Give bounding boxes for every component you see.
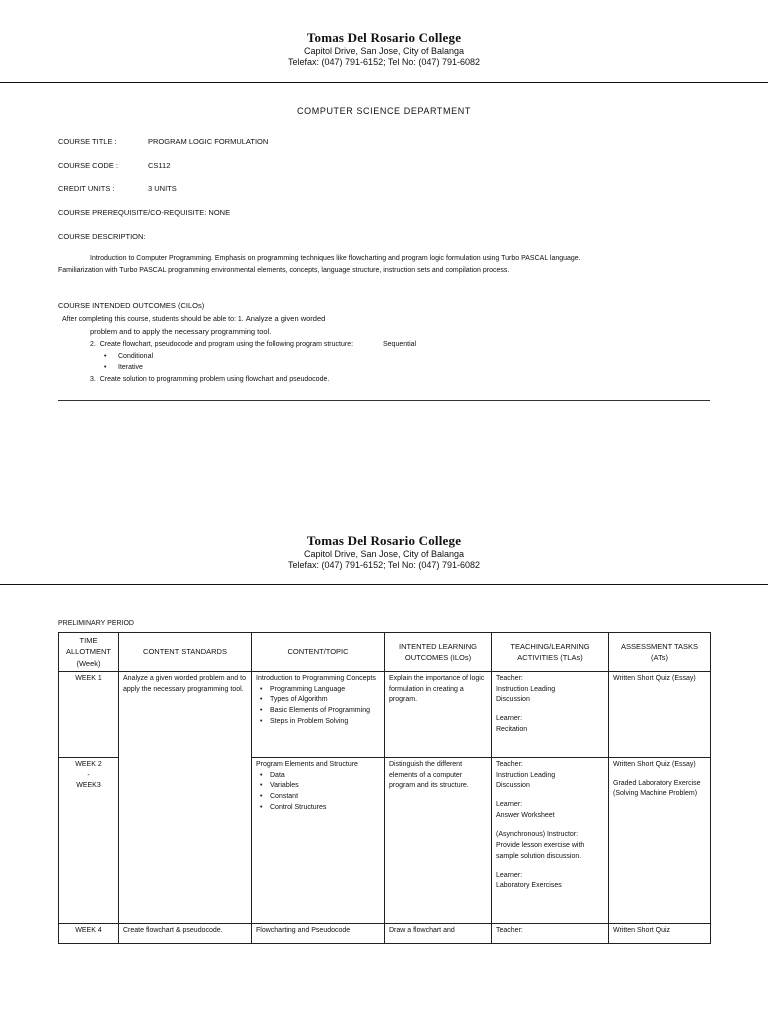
tla-spacer [496, 822, 604, 830]
header-divider-page2 [0, 584, 768, 585]
header-time-c: (Week) [76, 658, 101, 668]
tla-line: Learner: [496, 871, 523, 879]
row1-topic [252, 671, 385, 757]
college-contact: Telefax: (047) 791-6152; Tel No: (047) 791-6082 [288, 57, 480, 67]
department-title: COMPUTER SCIENCE DEPARTMENT [297, 106, 471, 116]
list-item: • Constant [270, 792, 380, 803]
college-name: Tomas Del Rosario College [306, 30, 462, 45]
tla-line: Teacher: [496, 760, 523, 768]
college-address-page2: Capitol Drive, San Jose, City of Balanga [303, 549, 465, 559]
row1-at: Written Short Quiz (Essay) [609, 671, 711, 757]
cilo-item3-text: Create solution to programming problem using flowchart and pseudocode. [99, 376, 330, 383]
cilo-item2 [90, 341, 416, 348]
row1-topic-title: Introduction to Programming Concepts [256, 674, 376, 682]
row2-topic-list [256, 771, 380, 814]
row3-at: Written Short Quiz [609, 923, 711, 943]
header-divider [0, 82, 768, 83]
row3-topic: Flowcharting and Pseudocode [252, 923, 385, 943]
table-row [59, 923, 711, 943]
list-item: • Programming Language [270, 685, 380, 696]
tla-line: Recitation [496, 726, 528, 734]
cilo-item3 [90, 376, 329, 383]
tla-line: (Asynchronous) Instructor: [496, 830, 579, 838]
cilo-bullet-conditional: • Conditional [118, 353, 153, 360]
tla-line: Instruction Leading [496, 771, 556, 779]
credit-units-label: CREDIT UNITS : [58, 184, 115, 193]
row3-tla: Teacher: [492, 923, 609, 943]
cilo-item1-text-a: Analyze a given worded [245, 314, 326, 323]
row2-at [609, 757, 711, 923]
tla-line: Instruction Leading [496, 685, 556, 693]
tla-spacer [496, 863, 604, 871]
row3-week: WEEK 4 [59, 923, 119, 943]
tla-line: Answer Worksheet [496, 812, 555, 820]
header-content-topic: CONTENT/TOPIC [252, 633, 385, 672]
row2-week-c: WEEK3 [76, 782, 101, 790]
tla-line: Discussion [496, 696, 530, 704]
course-title-label: COURSE TITLE : [58, 137, 117, 146]
list-item: • Data [270, 771, 380, 782]
header-time-allotment [59, 633, 119, 672]
header-ilo-b: OUTCOMES (ILOs) [404, 652, 472, 662]
syllabus-table [58, 632, 711, 944]
cilo-item1-text-b: problem and to apply the necessary programming tool. [90, 327, 272, 336]
row1-topic-list [256, 685, 380, 728]
row2-week-b: - [87, 771, 90, 779]
cilo-bullet-iterative: • Iterative [118, 364, 143, 371]
list-item: • Types of Algorithm [270, 695, 380, 706]
table-header-row [59, 633, 711, 672]
row2-week [59, 757, 119, 923]
college-name-page2: Tomas Del Rosario College [306, 533, 462, 548]
header-at-a: ASSESSMENT TASKS [620, 641, 699, 651]
tla-line: Discussion [496, 782, 530, 790]
tla-spacer [496, 792, 604, 800]
row1-ilo: Explain the importance of logic formulation in creating a program. [385, 671, 492, 757]
row1-standard: Analyze a given worded problem and to apply the necessary programming tool. [119, 671, 252, 923]
row3-standard: Create flowchart & pseudocode. [119, 923, 252, 943]
tla-spacer [496, 706, 604, 714]
header-time-a: TIME [79, 636, 98, 645]
list-item: • Steps in Problem Solving [270, 717, 380, 728]
header-tla-b: ACTIVITIES (TLAs) [517, 652, 583, 662]
tla-line: Learner: [496, 801, 523, 809]
cilo-item2-text: Create flowchart, pseudocode and program using the following program structure: [99, 341, 354, 348]
row2-at-b: Graded Laboratory Exercise (Solving Machine Problem) [613, 779, 701, 798]
cilo-item1-number: 1. [237, 316, 244, 323]
table-row [59, 671, 711, 757]
list-item: • Variables [270, 781, 380, 792]
list-item: • Control Structures [270, 803, 380, 814]
tla-line: Provide lesson exercise with sample solution discussion. [496, 841, 585, 860]
row2-tla [492, 757, 609, 923]
cilo-item2-sequential: Sequential [383, 341, 417, 348]
cilo-heading: COURSE INTENDED OUTCOMES (CILOs) [58, 301, 205, 310]
tla-line: Laboratory Exercises [496, 882, 562, 890]
course-code-value: CS112 [148, 161, 171, 170]
row2-ilo: Distinguish the different elements of a computer program and its structure. [385, 757, 492, 923]
header-tla-a: TEACHING/LEARNING [510, 641, 590, 651]
course-description-label: COURSE DESCRIPTION: [58, 232, 146, 241]
course-code-label: COURSE CODE : [58, 161, 119, 170]
row2-topic [252, 757, 385, 923]
list-item: • Basic Elements of Programming [270, 706, 380, 717]
header-time-b: ALLOTMENT [65, 647, 111, 657]
cilo-item2-number: 2. [90, 341, 96, 348]
header-ilos [385, 633, 492, 672]
row2-at-a: Written Short Quiz (Essay) [613, 760, 696, 768]
header-ilo-a: INTENTED LEARNING [399, 641, 477, 651]
at-spacer [613, 771, 706, 779]
tla-line: Learner: [496, 715, 523, 723]
header-at-b: (ATs) [651, 652, 668, 662]
row1-tla [492, 671, 609, 757]
section-divider [58, 400, 710, 401]
row1-week: WEEK 1 [59, 671, 119, 757]
tla-line: Teacher: [496, 674, 523, 682]
course-description-line1: Introduction to Computer Programming. Emphasis on programming techniques like flowcharting and program logic formulation using Turbo PASCAL language. [90, 255, 581, 262]
college-contact-page2: Telefax: (047) 791-6152; Tel No: (047) 791-6082 [288, 560, 480, 570]
college-address: Capitol Drive, San Jose, City of Balanga [303, 46, 465, 56]
course-description-line2: Familiarization with Turbo PASCAL programming environmental elements, concepts, language structure, instruction sets and compilation process. [58, 267, 510, 274]
cilo-intro [62, 314, 325, 323]
credit-units-value: 3 UNITS [148, 184, 177, 193]
header-ats [609, 633, 711, 672]
course-title-value: PROGRAM LOGIC FORMULATION [148, 137, 269, 146]
row2-topic-title: Program Elements and Structure [256, 760, 358, 768]
cilo-intro-text: After completing this course, students should be able to: [62, 316, 236, 323]
course-prerequisite: COURSE PREREQUISITE/CO-REQUISITE: NONE [58, 208, 231, 217]
row2-week-a: WEEK 2 [75, 760, 102, 768]
header-content-standards: CONTENT STANDARDS [119, 633, 252, 672]
period-label: PRELIMINARY PERIOD [58, 620, 134, 627]
cilo-item3-number: 3. [90, 376, 96, 383]
row3-ilo: Draw a flowchart and [385, 923, 492, 943]
header-tlas [492, 633, 609, 672]
